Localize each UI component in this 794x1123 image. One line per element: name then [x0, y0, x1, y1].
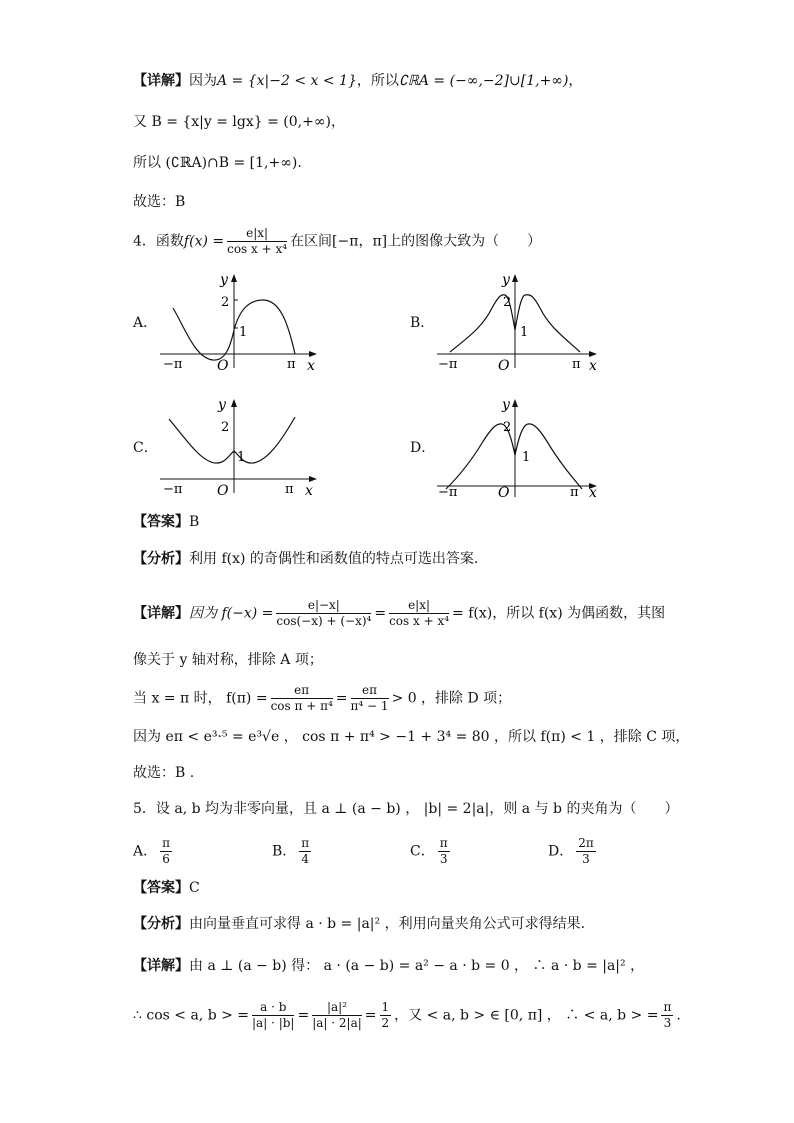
- numerator: 1: [381, 1000, 390, 1014]
- option-c-label: C．: [133, 440, 158, 456]
- q4-detail-line1: [133, 598, 665, 629]
- q5-option-a: [133, 836, 175, 867]
- option-label: C．: [410, 843, 435, 860]
- text: =: [364, 1007, 377, 1024]
- pi-label: π: [285, 482, 294, 497]
- neg-pi-label: −π: [438, 357, 458, 372]
- numerator: 2π: [578, 836, 594, 850]
- fraction: [312, 1000, 362, 1031]
- numerator: e|x|: [389, 598, 449, 614]
- pi-label: π: [287, 357, 296, 372]
- tick-2: 2: [503, 420, 512, 435]
- q4-detail-line5: 故选：B .: [133, 765, 195, 781]
- tick-2: 2: [221, 420, 230, 435]
- pi-label: π: [570, 485, 579, 500]
- y-label: y: [220, 272, 228, 288]
- option-label: B．: [272, 843, 297, 860]
- option-a-label: A．: [133, 315, 158, 331]
- detail-tag: 【详解】: [133, 73, 189, 89]
- numerator: π: [301, 836, 310, 850]
- y-label: y: [502, 272, 510, 288]
- graph-c: [155, 393, 330, 503]
- q3-detail-line4: 故选：B: [133, 194, 186, 210]
- q5-option-b: [272, 836, 314, 867]
- origin-label: O: [498, 485, 510, 501]
- detail-tag: 【详解】: [133, 958, 189, 974]
- text: 当 x = π 时， f(π) =: [133, 690, 268, 707]
- detail-tag: 【详解】: [133, 605, 189, 622]
- analysis-tag: 【分析】: [133, 916, 189, 932]
- numerator: e|−x|: [276, 598, 371, 614]
- text: ，又 < a, b > ∈ [0, π] ， ∴ < a, b > =: [394, 1007, 659, 1024]
- analysis-tag: 【分析】: [133, 551, 189, 567]
- origin-label: O: [498, 358, 510, 374]
- denominator: cos x + x⁴: [227, 242, 288, 256]
- origin-label: O: [217, 358, 229, 374]
- numerator: a · b: [252, 1000, 294, 1016]
- text: ∴ cos < a, b > =: [133, 1007, 250, 1024]
- q4-detail-line2: 像关于 y 轴对称，排除 A 项；: [133, 652, 323, 668]
- q3-detail-line3: 所以 (∁ℝA)∩B = [1,+∞).: [133, 155, 302, 171]
- option-label: D．: [548, 843, 574, 860]
- curve: [446, 424, 582, 489]
- fraction: [576, 836, 596, 867]
- numerator: e|x|: [227, 226, 287, 242]
- tick-1: 1: [237, 450, 246, 465]
- graph-d: [432, 393, 607, 503]
- tick-1: 1: [520, 325, 529, 340]
- q5-detail-line2: [133, 1000, 681, 1031]
- denominator: 2: [381, 1016, 390, 1030]
- text: > 0 ，排除 D 项；: [391, 690, 512, 707]
- x-label: x: [307, 358, 315, 374]
- answer-tag: 【答案】: [133, 514, 189, 530]
- q5-option-d: [548, 836, 599, 867]
- q5-answer: [133, 878, 200, 898]
- set-a: A = {x|−2 < x < 1}: [217, 73, 357, 89]
- answer-value: B: [189, 514, 200, 530]
- numerator: |a|²: [312, 1000, 362, 1016]
- numerator: π: [162, 836, 171, 850]
- q3-detail-line2: 又 B = {x|y = lgx} = (0,+∞)，: [133, 114, 345, 130]
- x-arrow: [309, 351, 317, 357]
- numerator: π: [663, 1000, 672, 1014]
- q5-analysis: [133, 914, 585, 934]
- fraction: [160, 836, 172, 867]
- q5-detail-line1: [133, 956, 644, 976]
- analysis-text: 利用 f(x) 的奇偶性和函数值的特点可选出答案.: [189, 551, 479, 567]
- x-label: x: [589, 485, 597, 501]
- y-label: y: [502, 397, 510, 413]
- q4-number: 4．函数: [133, 233, 184, 250]
- text: =: [374, 605, 387, 622]
- text: 因为 f(−x) =: [189, 605, 274, 622]
- text: ，: [568, 73, 583, 89]
- option-b-label: B．: [410, 315, 435, 331]
- fraction: [299, 836, 311, 867]
- neg-pi-label: −π: [163, 357, 183, 372]
- x-label: x: [589, 358, 597, 374]
- q4-detail-line3: [133, 683, 511, 714]
- denominator: 3: [439, 852, 448, 866]
- origin-label: O: [217, 483, 229, 499]
- fraction: [351, 683, 389, 714]
- text: =: [335, 690, 348, 707]
- numerator: eπ: [271, 683, 333, 699]
- q4-analysis: [133, 549, 478, 569]
- y-label: y: [218, 397, 226, 413]
- denominator: 3: [582, 852, 590, 866]
- denominator: |a| · |b|: [252, 1016, 295, 1030]
- text: 由 a ⊥ (a − b) 得： a · (a − b) = a² − a · b = 0 ， ∴ a · b = |a|² ，: [189, 958, 645, 974]
- answer-value: C: [189, 880, 200, 896]
- graph-a: [155, 268, 330, 378]
- numerator: eπ: [351, 683, 389, 699]
- text: 在区间[−π，π]上的图像大致为（ ）: [290, 233, 542, 250]
- text: =: [297, 1007, 310, 1024]
- fraction: [252, 1000, 294, 1031]
- numerator: π: [439, 836, 448, 850]
- y-arrow: [231, 274, 237, 282]
- q5-option-c: [410, 836, 453, 867]
- pi-label: π: [572, 357, 581, 372]
- tick-1: 1: [239, 325, 248, 340]
- graph-b: [432, 268, 607, 378]
- tick-2: 2: [221, 295, 230, 310]
- x-label: x: [305, 483, 313, 499]
- neg-pi-label: −π: [163, 482, 183, 497]
- fraction: [276, 598, 371, 629]
- complement-a: ∁ℝA = (−∞,−2]∪[1,+∞): [398, 73, 569, 89]
- text: ，所以: [356, 73, 399, 89]
- denominator: cos π + π⁴: [270, 699, 333, 713]
- denominator: π⁴ − 1: [350, 699, 389, 713]
- fraction: [271, 683, 333, 714]
- q3-detail-line1: [133, 71, 582, 91]
- q4-stem: [133, 226, 541, 257]
- denominator: cos(−x) + (−x)⁴: [276, 614, 372, 628]
- fraction: [661, 1000, 673, 1031]
- text: .: [676, 1007, 681, 1024]
- fraction: [389, 598, 449, 629]
- tick-1: 1: [522, 450, 531, 465]
- denominator: 3: [663, 1016, 672, 1030]
- text: = f(x)，所以 f(x) 为偶函数，其图: [452, 605, 666, 622]
- option-d-label: D．: [410, 440, 436, 456]
- denominator: 4: [301, 852, 310, 866]
- curve: [169, 417, 295, 463]
- option-label: A．: [133, 843, 158, 860]
- fraction: [380, 1000, 392, 1031]
- text: 因为: [189, 73, 217, 89]
- q4-detail-line4: 因为 eπ < e³·⁵ = e³√e ， cos π + π⁴ > −1 + 3⁴ = 80 ，所以 f(π) < 1 ，排除 C 项，: [133, 729, 690, 745]
- analysis-text: 由向量垂直可求得 a · b = |a|² ，利用向量夹角公式可求得结果.: [189, 916, 586, 932]
- fraction: [438, 836, 450, 867]
- tick-2: 2: [503, 295, 512, 310]
- q5-stem: 5．设 a, b 均为非零向量，且 a ⊥ (a − b) ， |b| = 2|a|，则 a 与 b 的夹角为（ ）: [133, 801, 679, 817]
- denominator: |a| · 2|a|: [312, 1016, 362, 1030]
- q4-answer: [133, 512, 199, 532]
- fx: f(x) =: [183, 233, 225, 250]
- denominator: 6: [162, 852, 170, 866]
- fraction: [227, 226, 287, 257]
- denominator: cos x + x⁴: [389, 614, 450, 628]
- answer-tag: 【答案】: [133, 880, 189, 896]
- neg-pi-label: −π: [438, 485, 458, 500]
